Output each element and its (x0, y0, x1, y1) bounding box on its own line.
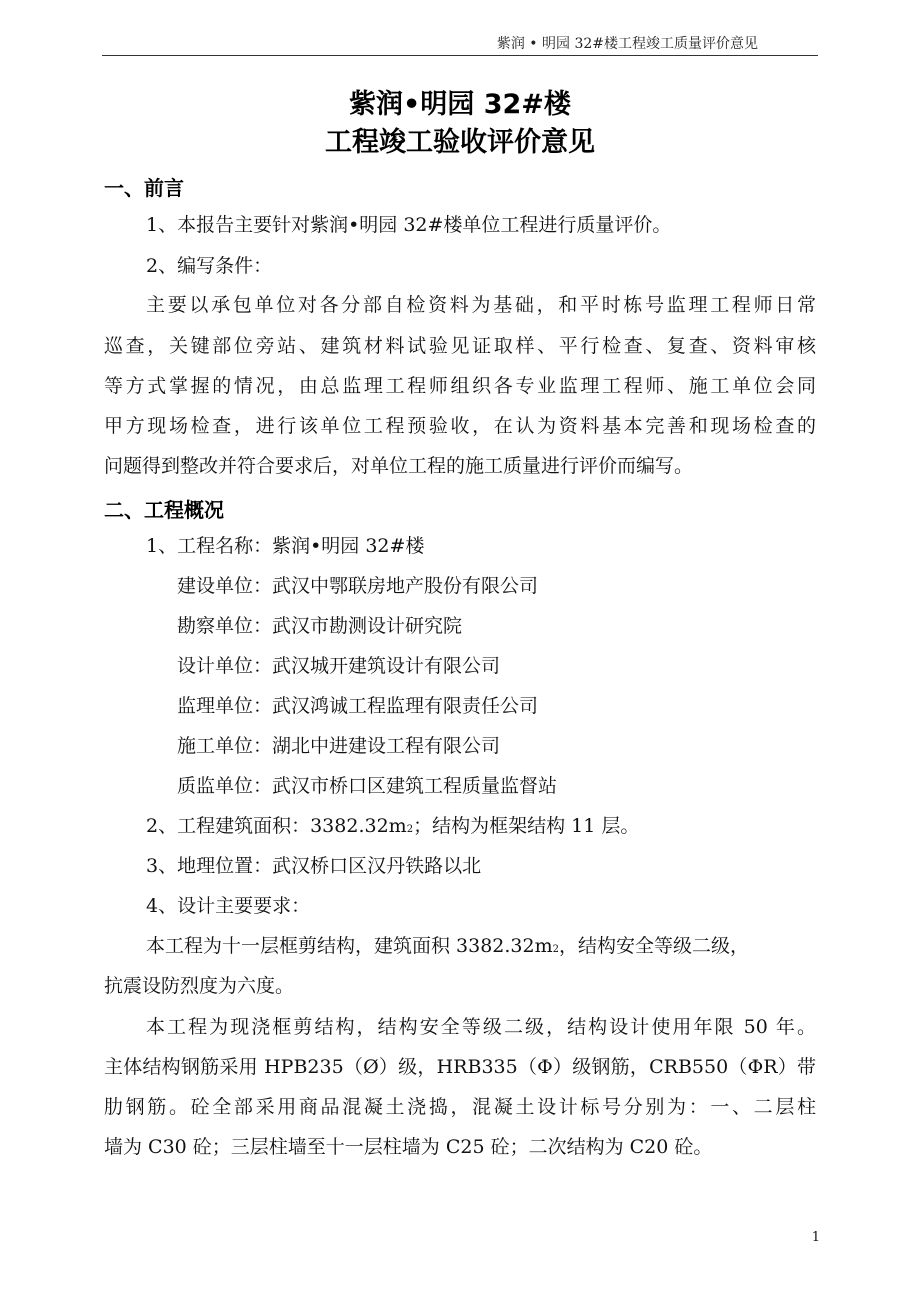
running-header: 紫润 • 明园 32#楼工程竣工质量评价意见 (496, 36, 758, 52)
preface-paragraph-line: 巡查，关键部位旁站、建筑材料试验见证取样、平行检查、复查、资料审核 (104, 335, 816, 357)
design-paragraph-line: 主体结构钢筋采用 HPB235（Ø）级，HRB335（Φ）级钢筋，CRB550（ΦR）带 (104, 1056, 816, 1078)
unit-line: 监理单位：武汉鸿诚工程监理有限责任公司 (177, 695, 539, 717)
document-title-line1: 紫润•明园 32#楼 (349, 89, 571, 120)
unit-line: 质监单位：武汉市桥口区建筑工程质量监督站 (177, 775, 558, 797)
preface-item-2: 2、编写条件： (146, 255, 273, 277)
preface-item-1: 1、本报告主要针对紫润•明园 32#楼单位工程进行质量评价。 (146, 214, 672, 236)
area-superscript: 2 (406, 824, 414, 835)
preface-paragraph-line: 甲方现场检查，进行该单位工程预验收，在认为资料基本完善和现场检查的 (104, 415, 816, 437)
design-paragraph-line: 肋钢筋。砼全部采用商品混凝土浇捣，混凝土设计标号分别为：一、二层柱 (104, 1096, 816, 1118)
building-area-text: 2、工程建筑面积：3382.32m (146, 815, 407, 837)
section-heading-preface: 一、前言 (104, 176, 184, 200)
unit-line: 设计单位：武汉城开建筑设计有限公司 (177, 655, 501, 677)
page-number: 1 (811, 1230, 820, 1245)
section-heading-overview: 二、工程概况 (104, 498, 224, 522)
project-name: 1、工程名称：紫润•明园 32#楼 (146, 535, 425, 557)
building-area-structure: ；结构为框架结构 11 层。 (413, 815, 640, 837)
location: 3、地理位置：武汉桥口区汉丹铁路以北 (146, 855, 482, 877)
design-paragraph-line (146, 933, 749, 963)
preface-paragraph-line: 主要以承包单位对各分部自检资料为基础，和平时栋号监理工程师日常 (146, 294, 816, 316)
preface-paragraph-line: 等方式掌握的情况，由总监理工程师组织各专业监理工程师、施工单位会同 (104, 375, 816, 397)
design-requirements-heading: 4、设计主要要求： (146, 895, 311, 917)
design-paragraph-line: 墙为 C30 砼；三层柱墙至十一层柱墙为 C25 砼；二次结构为 C20 砼。 (104, 1136, 713, 1158)
header-rule (102, 55, 818, 56)
unit-line: 施工单位：湖北中进建设工程有限公司 (177, 735, 501, 757)
design-paragraph-line: 抗震设防烈度为六度。 (104, 975, 295, 997)
design-paragraph-line: 本工程为现浇框剪结构，结构安全等级二级，结构设计使用年限 50 年。 (146, 1016, 816, 1038)
preface-paragraph-line: 问题得到整改并符合要求后，对单位工程的施工质量进行评价而编写。 (104, 455, 694, 477)
unit-line: 建设单位：武汉中鄂联房地产股份有限公司 (177, 575, 539, 597)
design-p1-text: 本工程为十一层框剪结构，建筑面积 3382.32m (146, 935, 553, 957)
design-p1-superscript: 2 (552, 944, 560, 955)
design-p1-text-end: ，结构安全等级二级， (559, 935, 750, 957)
building-area (146, 813, 639, 843)
unit-line: 勘察单位：武汉市勘测设计研究院 (177, 615, 463, 637)
document-title-line2: 工程竣工验收评价意见 (325, 127, 595, 158)
